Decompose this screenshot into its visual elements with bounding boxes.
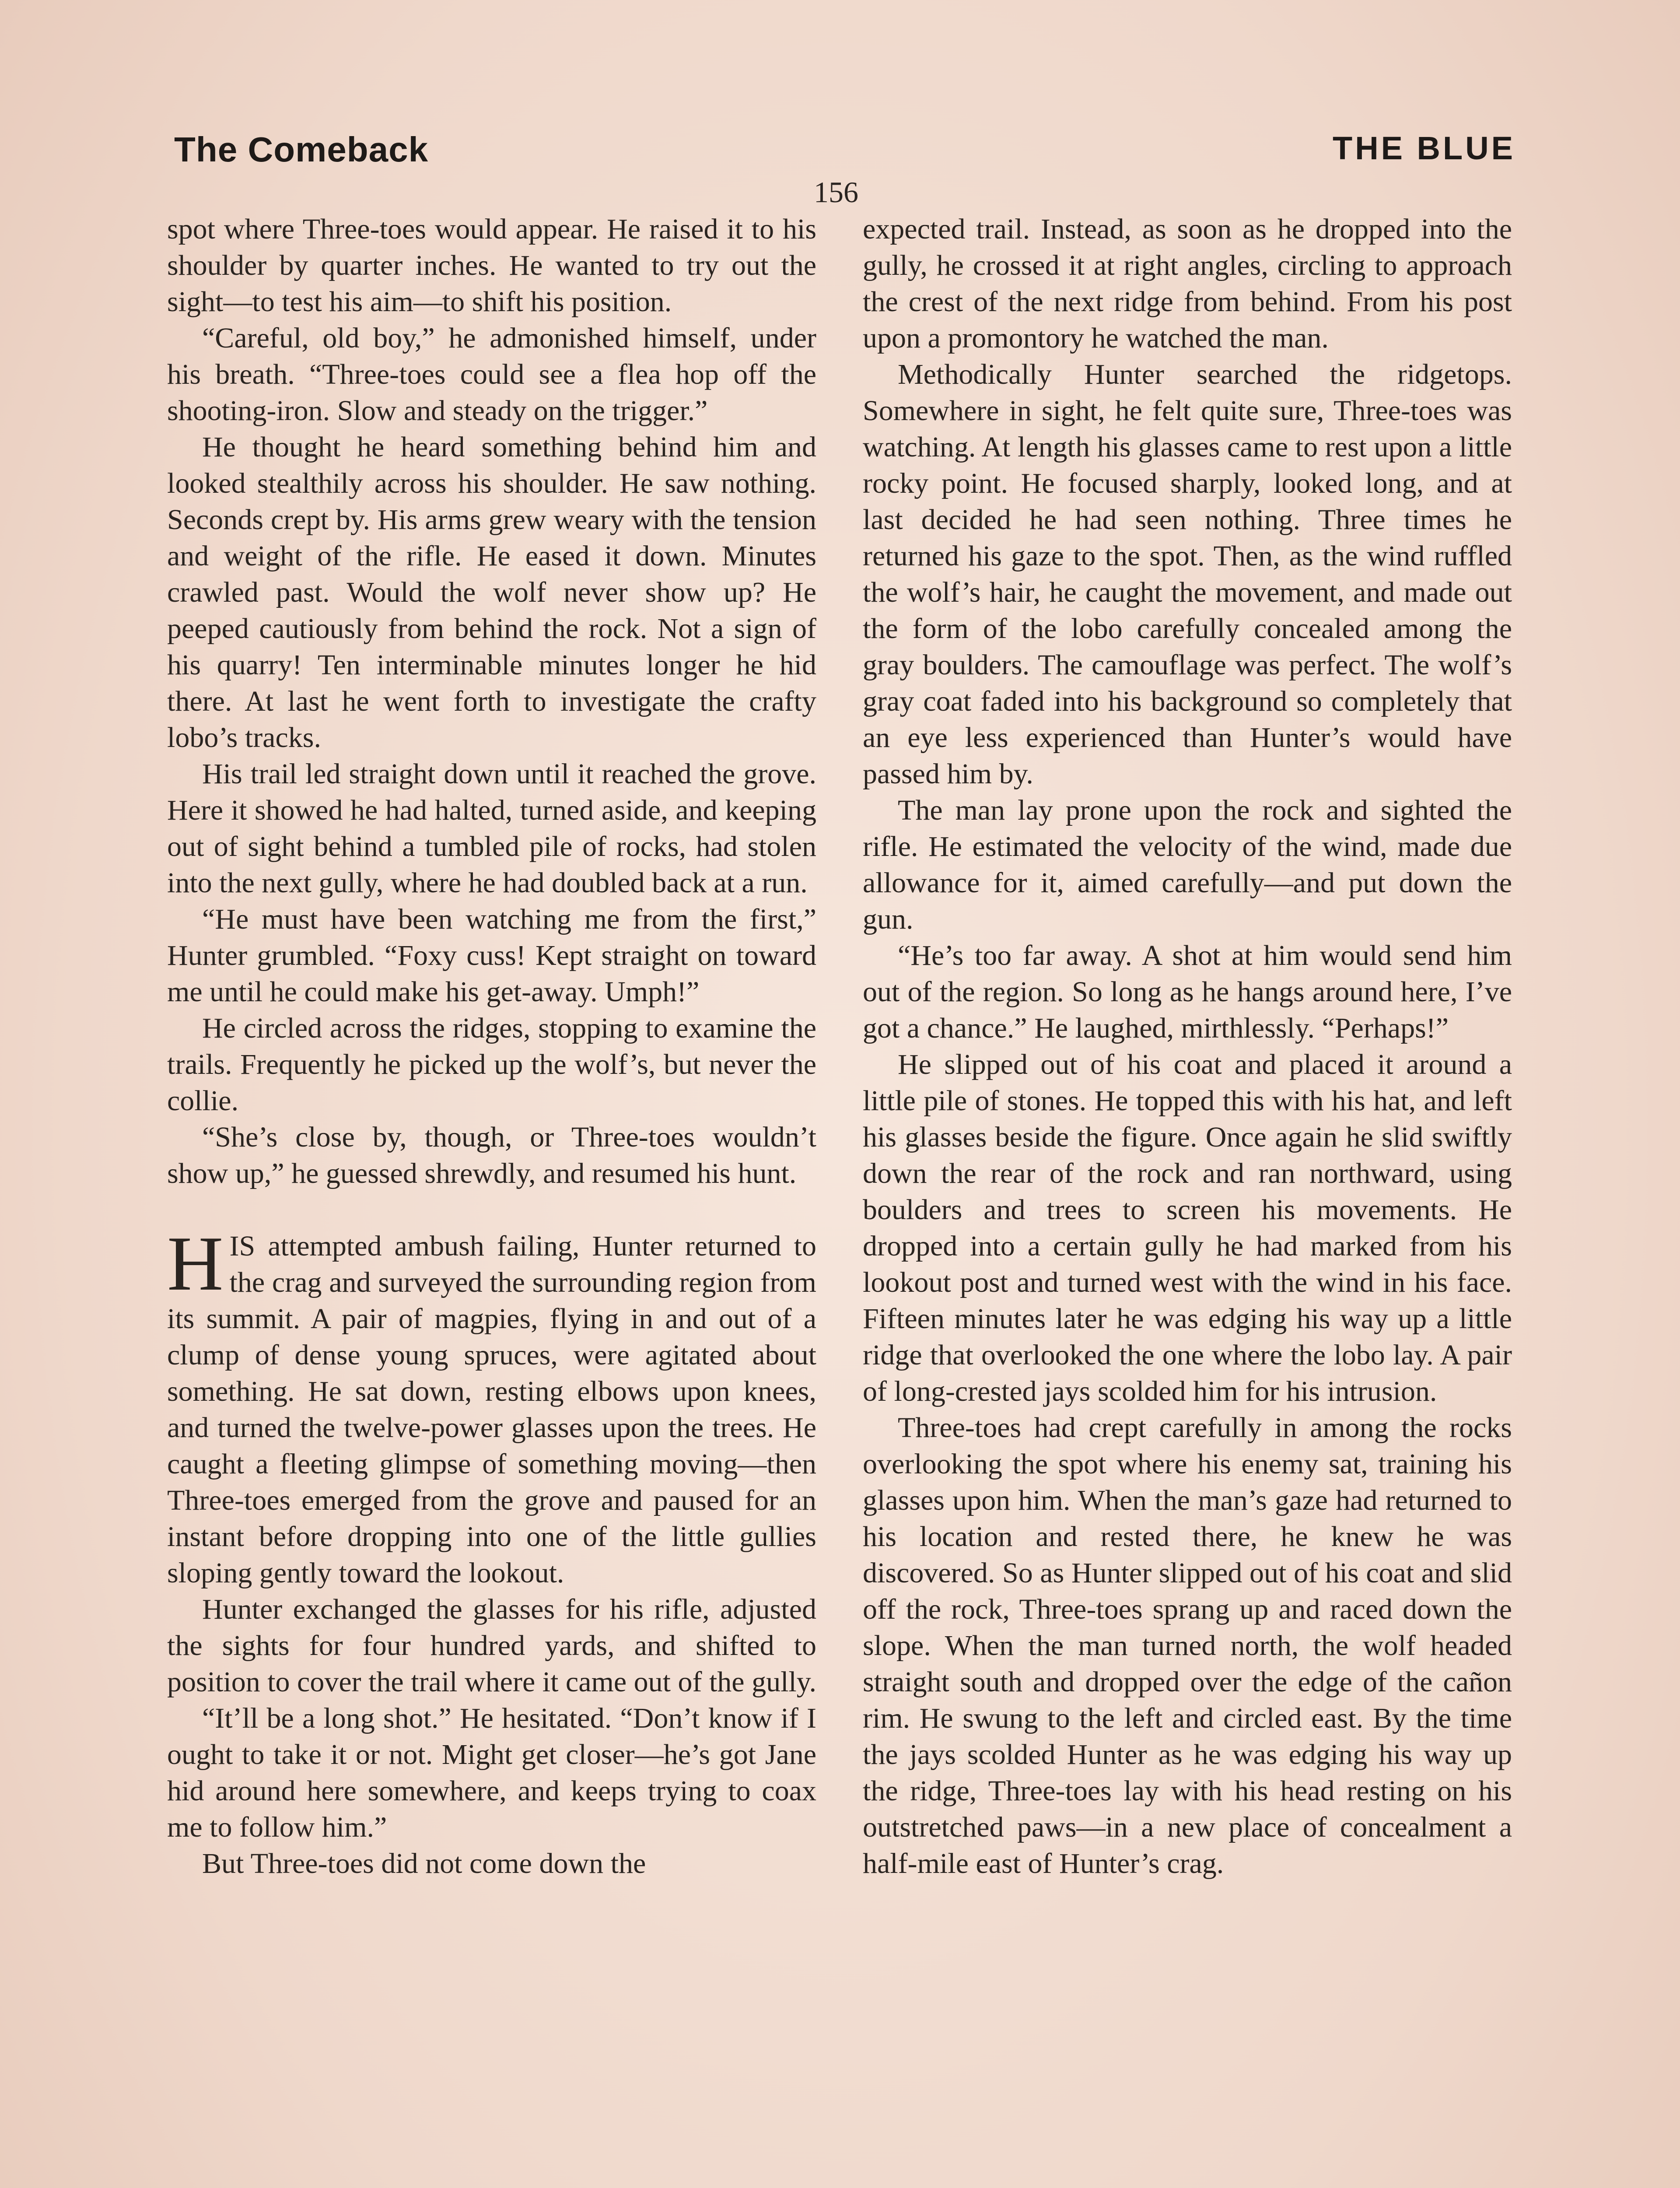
right-column bbox=[863, 211, 1512, 1882]
paragraph: “Careful, old boy,” he admonished himself, under his breath. “Three-toes could see a flea hop off the shooting-iron. Slow and steady on the trigger.” bbox=[167, 322, 816, 427]
paragraph: Hunter exchanged the glasses for his rifle, adjusted the sights for four hundred yards, and shifted to position to cover the trail where it came out of the gully. bbox=[167, 1593, 816, 1698]
paragraph: He circled across the ridges, stopping to examine the trails. Frequently he picked up the wolf’s, but never the collie. bbox=[167, 1012, 816, 1117]
paragraph: “He must have been watching me from the first,” Hunter grumbled. “Foxy cuss! Kept straight on toward me until he could make his get-away. Umph!” bbox=[167, 903, 816, 1008]
paragraph: Methodically Hunter searched the ridgetops. Somewhere in sight, he felt quite sure, Three-toes was watching. At length his glasses came to rest upon a little rocky point. He focused sharply, looked long, and at last decided he had seen nothing. Three times he returned his gaze to the spot. Then, as the wind ruffled the wolf’s hair, he caught the movement, and made out the form of the lobo carefully concealed among the gray boulders. The camouflage was perfect. The wolf’s gray coat faded into his background so completely that an eye less experienced than Hunter’s would have passed him by. bbox=[863, 358, 1512, 790]
paragraph: But Three-toes did not come down the bbox=[202, 1848, 646, 1879]
paragraph: His trail led straight down until it reached the grove. Here it showed he had halted, turned aside, and keeping out of sight behind a tumbled pile of rocks, had stolen into the next gully, where he had doubled back at a run. bbox=[167, 758, 816, 899]
paragraph: The man lay prone upon the rock and sighted the rifle. He estimated the velocity of the wind, made due allowance for it, aimed carefully—and put down the gun. bbox=[863, 794, 1512, 935]
magazine-name: THE BLUE bbox=[1333, 130, 1516, 166]
paragraph: “It’ll be a long shot.” He hesitated. “Don’t know if I ought to take it or not. Might get closer—he’s got Jane hid around here somewhere, and keeps trying to coax me to follow him.” bbox=[167, 1702, 816, 1843]
page-number: 156 bbox=[814, 175, 858, 209]
paragraph: “She’s close by, though, or Three-toes wouldn’t show up,” he guessed shrewdly, and resumed his hunt. bbox=[167, 1121, 816, 1189]
section-start-paragraph bbox=[167, 1220, 816, 1591]
paragraph: He slipped out of his coat and placed it around a little pile of stones. He topped this with his hat, and left his glasses beside the figure. Once again he slid swiftly down the rear of the rock and ran northward, using boulders and trees to screen his movements. He dropped into a certain gully he had marked from his lookout post and turned west with the wind in his face. Fifteen minutes later he was edging his way up a little ridge that overlooked the one where the lobo lay. A pair of long-crested jays scolded him for his intrusion. bbox=[863, 1048, 1512, 1407]
paragraph: He thought he heard something behind him and looked stealthily across his shoulder. He saw nothing. Seconds crept by. His arms grew weary with the tension and weight of the rifle. He eased it down. Minutes crawled past. Would the wolf never show up? He peeped cautiously from behind the rock. Not a sign of his quarry! Ten interminable minutes longer he hid there. At last he went forth to investigate the crafty lobo’s tracks. bbox=[167, 431, 816, 754]
paragraph: expected trail. Instead, as soon as he dropped into the gully, he crossed it at right angles, circling to approach the crest of the next ridge from behind. From his post upon a promontory he watched the man. bbox=[863, 213, 1512, 354]
paragraph: Three-toes had crept carefully in among the rocks overlooking the spot where his enemy sat, training his glasses upon him. When the man’s gaze had returned to his location and rested there, he knew he was discovered. So as Hunter slipped out of his coat and slid off the rock, Three-toes sprang up and raced down the slope. When the man turned north, the wolf headed straight south and dropped over the edge of the cañon rim. He swung to the left and circled east. By the time the jays scolded Hunter as he was edging his way up the ridge, Three-toes lay with his head resting on his outstretched paws—in a new place of concealment a half-mile east of Hunter’s crag. bbox=[863, 1412, 1512, 1879]
story-title: The Comeback bbox=[174, 130, 429, 169]
paragraph: spot where Three-toes would appear. He raised it to his shoulder by quarter inches. He wanted to try out the sight—to test his aim—to shift his position. bbox=[167, 213, 816, 318]
paragraph: “He’s too far away. A shot at him would send him out of the region. So long as he hangs around here, I’ve got a chance.” He laughed, mirthlessly. “Perhaps!” bbox=[863, 940, 1512, 1044]
drop-cap: H bbox=[167, 1220, 224, 1307]
left-column bbox=[167, 211, 816, 1882]
section-first-text: IS attempted ambush failing, Hunter returned to the crag and surveyed the surrounding region from its summit. A pair of magpies, flying in and out of a clump of dense young spruces, were agitated about something. He sat down, resting elbows upon knees, and turned the twelve-power glasses upon the trees. He caught a fleeting glimpse of something moving—then Three-toes emerged from the grove and paused for an instant before dropping into one of the little gullies sloping gently toward the lookout. bbox=[167, 1230, 816, 1589]
